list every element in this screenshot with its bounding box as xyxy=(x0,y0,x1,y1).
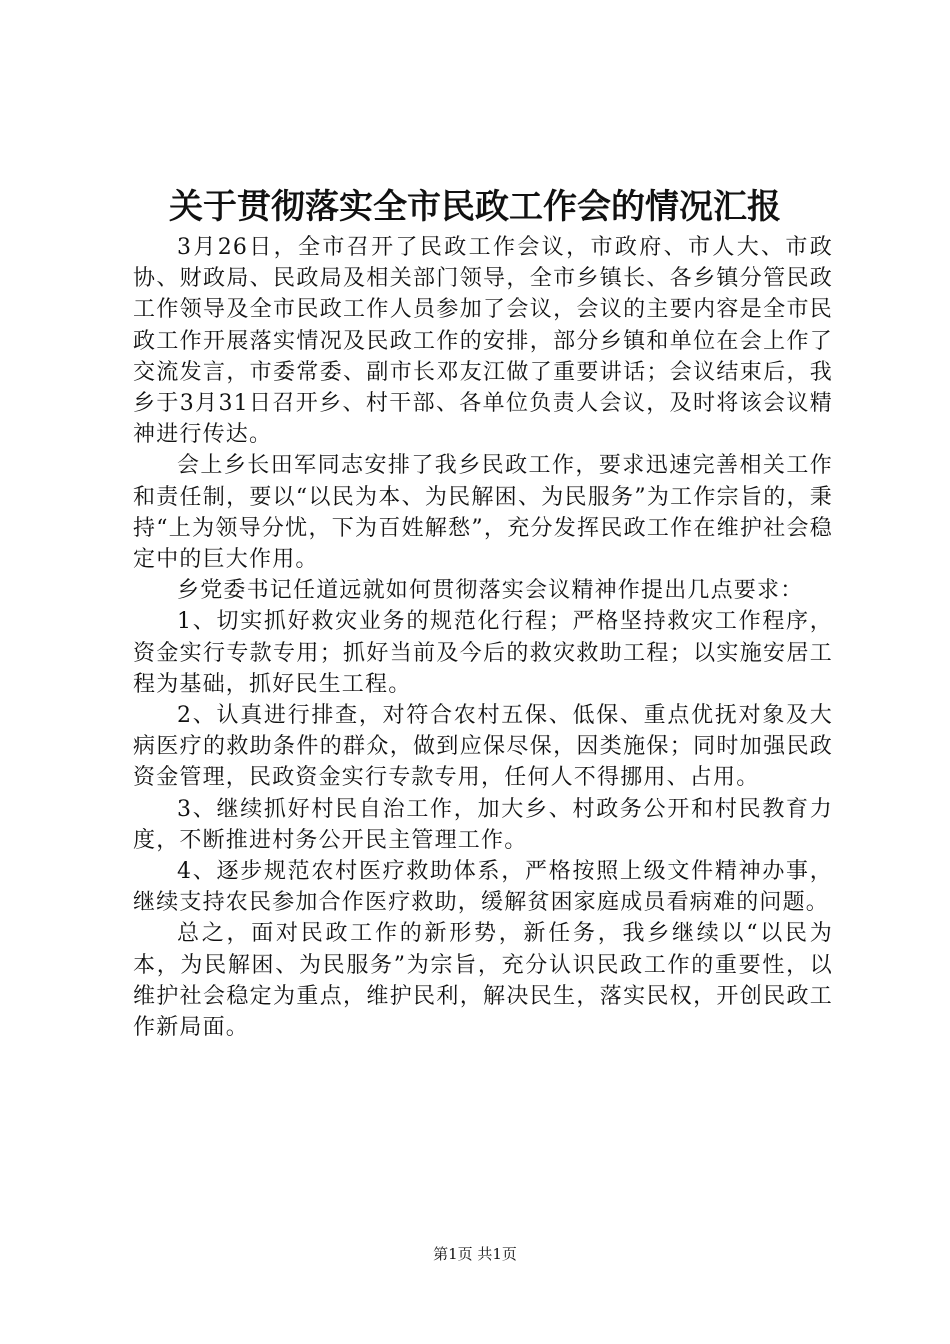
paragraph-requirements-intro: 乡党委书记任道远就如何贯彻落实会议精神作提出几点要求： xyxy=(177,578,804,604)
document-title: 关于贯彻落实全市民政工作会的情况汇报 xyxy=(169,187,781,227)
page-number-footer: 第1页 共1页 xyxy=(433,1245,517,1263)
document-body xyxy=(133,232,833,1043)
paragraph-requirement-3: 3、继续抓好村民自治工作，加大乡、村政务公开和村民教育力度，不断推进村务公开民主管理工作。 xyxy=(133,796,833,853)
paragraph-conclusion: 总之，面对民政工作的新形势，新任务，我乡继续以“以民为本，为民解困、为民服务”为宗旨，充分认识民政工作的重要性，以维护社会稳定为重点，维护民利，解决民生，落实民权，开创民政工作新局面。 xyxy=(133,921,833,1041)
paragraph-requirement-1: 1、切实抓好救灾业务的规范化行程；严格坚持救灾工作程序，资金实行专款专用；抓好当前及今后的救灾救助工程；以实施安居工程为基础，抓好民生工程。 xyxy=(133,609,833,697)
paragraph-meeting-summary: 3月26日，全市召开了民政工作会议，市政府、市人大、市政协、财政局、民政局及相关部门领导，全市乡镇长、各乡镇分管民政工作领导及全市民政工作人员参加了会议，会议的主要内容是全市民政工作开展落实情况及民政工作的安排，部分乡镇和单位在会上作了交流发言，市委常委、副市长邓友江做了重要讲话；会议结束后，我乡于3月31日召开乡、村干部、各单位负责人会议，及时将该会议精神进行传达。 xyxy=(133,235,833,448)
paragraph-township-arrangement: 会上乡长田军同志安排了我乡民政工作，要求迅速完善相关工作和责任制，要以“以民为本、为民解困、为民服务”为工作宗旨的，秉持“上为领导分忧，下为百姓解愁”，充分发挥民政工作在维护社会稳定中的巨大作用。 xyxy=(133,453,833,573)
paragraph-requirement-4: 4、逐步规范农村医疗救助体系，严格按照上级文件精神办事，继续支持农民参加合作医疗救助，缓解贫困家庭成员看病难的问题。 xyxy=(133,859,833,916)
paragraph-requirement-2: 2、认真进行排查，对符合农村五保、低保、重点优抚对象及大病医疗的救助条件的群众，做到应保尽保，因类施保；同时加强民政资金管理，民政资金实行专款专用，任何人不得挪用、占用。 xyxy=(133,703,833,791)
